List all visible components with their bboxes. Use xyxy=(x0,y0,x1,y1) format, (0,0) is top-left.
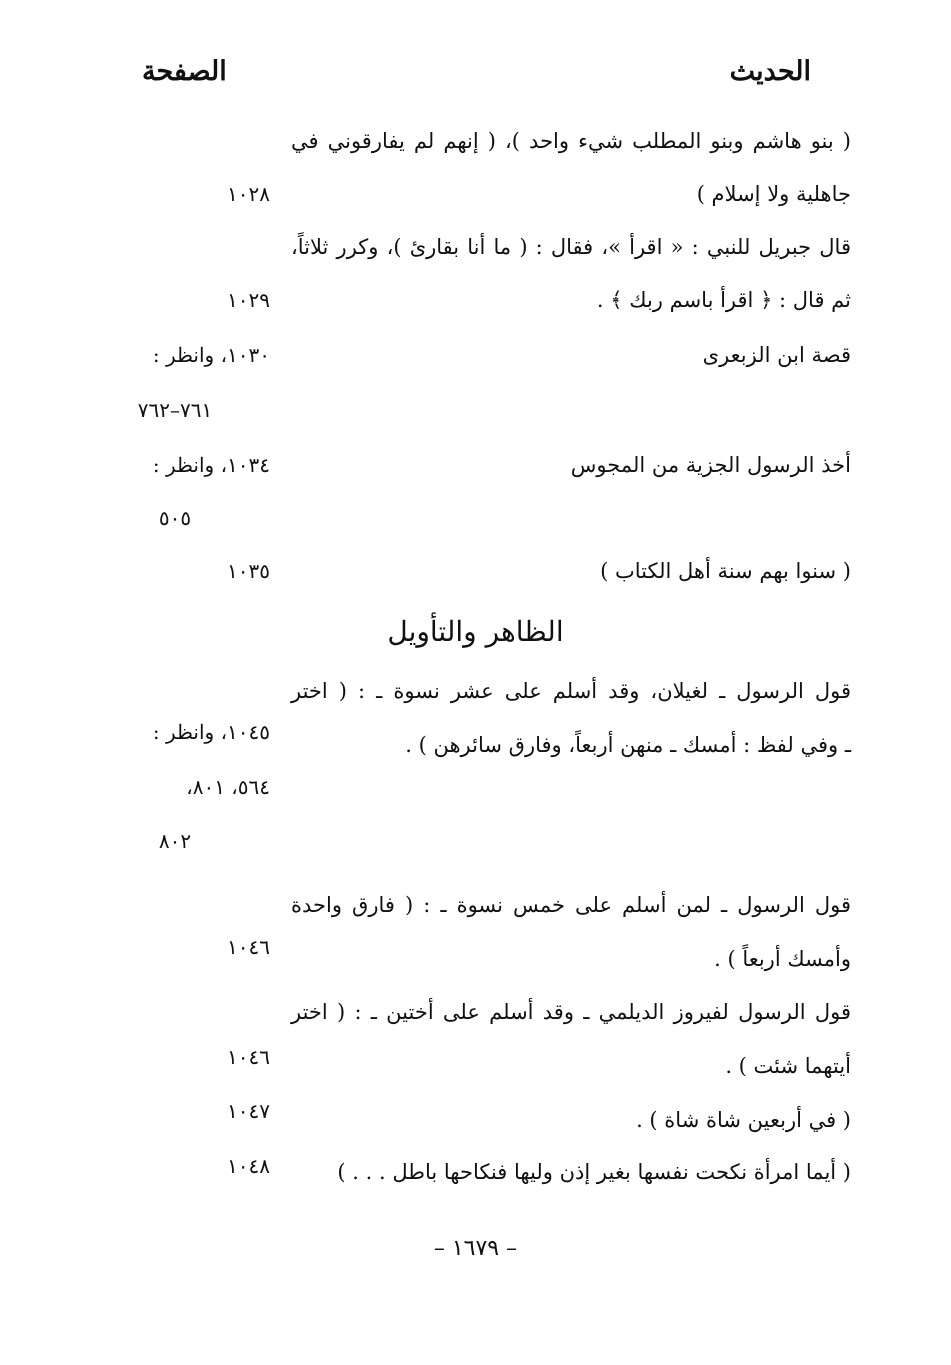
page-reference: ١٠٤٦ xyxy=(227,1045,270,1069)
page-number: – ١٦٧٩ – xyxy=(433,1236,518,1261)
section-title: الظاهر والتأويل xyxy=(387,615,564,648)
page-reference: ١٠٣٤، وانظر : xyxy=(152,453,270,477)
hadith-line: قول الرسول ـ لغيلان، وقد أسلم على عشر نسوة ـ : ( اختر xyxy=(291,679,851,703)
hadith-line: ( بنو هاشم وبنو المطلب شيء واحد )، ( إنهم لم يفارقوني في xyxy=(291,129,851,153)
hadith-line: وأمسك أربعاً ) . xyxy=(714,947,851,971)
hadith-line: قصة ابن الزبعرى xyxy=(702,343,851,367)
column-header-hadith: الحديث xyxy=(729,56,811,87)
page-reference: ١٠٤٨ xyxy=(227,1154,270,1178)
column-header-page: الصفحة xyxy=(142,56,227,87)
hadith-line: ( في أربعين شاة شاة ) . xyxy=(636,1108,851,1132)
page-reference: ١٠٤٥، وانظر : xyxy=(152,720,270,744)
hadith-line: قول الرسول ـ لمن أسلم على خمس نسوة ـ : ( فارق واحدة xyxy=(291,893,851,917)
hadith-line: أيتهما شئت ) . xyxy=(725,1054,851,1078)
hadith-line: قال جبريل للنبي : « اقرأ »، فقال : ( ما أنا بقارئ )، وكرر ثلاثاً، xyxy=(291,235,851,259)
hadith-line: ( سنوا بهم سنة أهل الكتاب ) xyxy=(600,559,851,583)
page-reference: ٨٠٢ xyxy=(158,829,192,853)
hadith-line: ثم قال : ﴿ اقرأ باسم ربك ﴾ . xyxy=(596,288,851,312)
page-reference: ١٠٤٦ xyxy=(227,935,270,959)
hadith-line: أخذ الرسول الجزية من المجوس xyxy=(570,453,851,477)
page-reference: ١٠٢٨ xyxy=(227,182,270,206)
hadith-line: جاهلية ولا إسلام ) xyxy=(696,182,851,206)
page-reference: ٥٠٥ xyxy=(158,506,192,530)
page-reference: ١٠٣٠، وانظر : xyxy=(152,343,270,367)
hadith-line: قول الرسول لفيروز الديلمي ـ وقد أسلم على أختين ـ : ( اختر xyxy=(291,1000,851,1024)
hadith-line: ـ وفي لفظ : أمسك ـ منهن أربعاً، وفارق سائرهن ) . xyxy=(405,733,851,757)
page-reference: ٥٦٤، ٨٠١، xyxy=(186,775,270,799)
page-reference: ١٠٢٩ xyxy=(227,288,270,312)
page-reference: ٧٦١–٧٦٢ xyxy=(137,398,213,422)
page-reference: ١٠٤٧ xyxy=(227,1099,270,1123)
page-reference: ١٠٣٥ xyxy=(227,559,270,583)
hadith-line: ( أيما امرأة نكحت نفسها بغير إذن وليها فنكاحها باطل . . . ) xyxy=(337,1160,851,1184)
